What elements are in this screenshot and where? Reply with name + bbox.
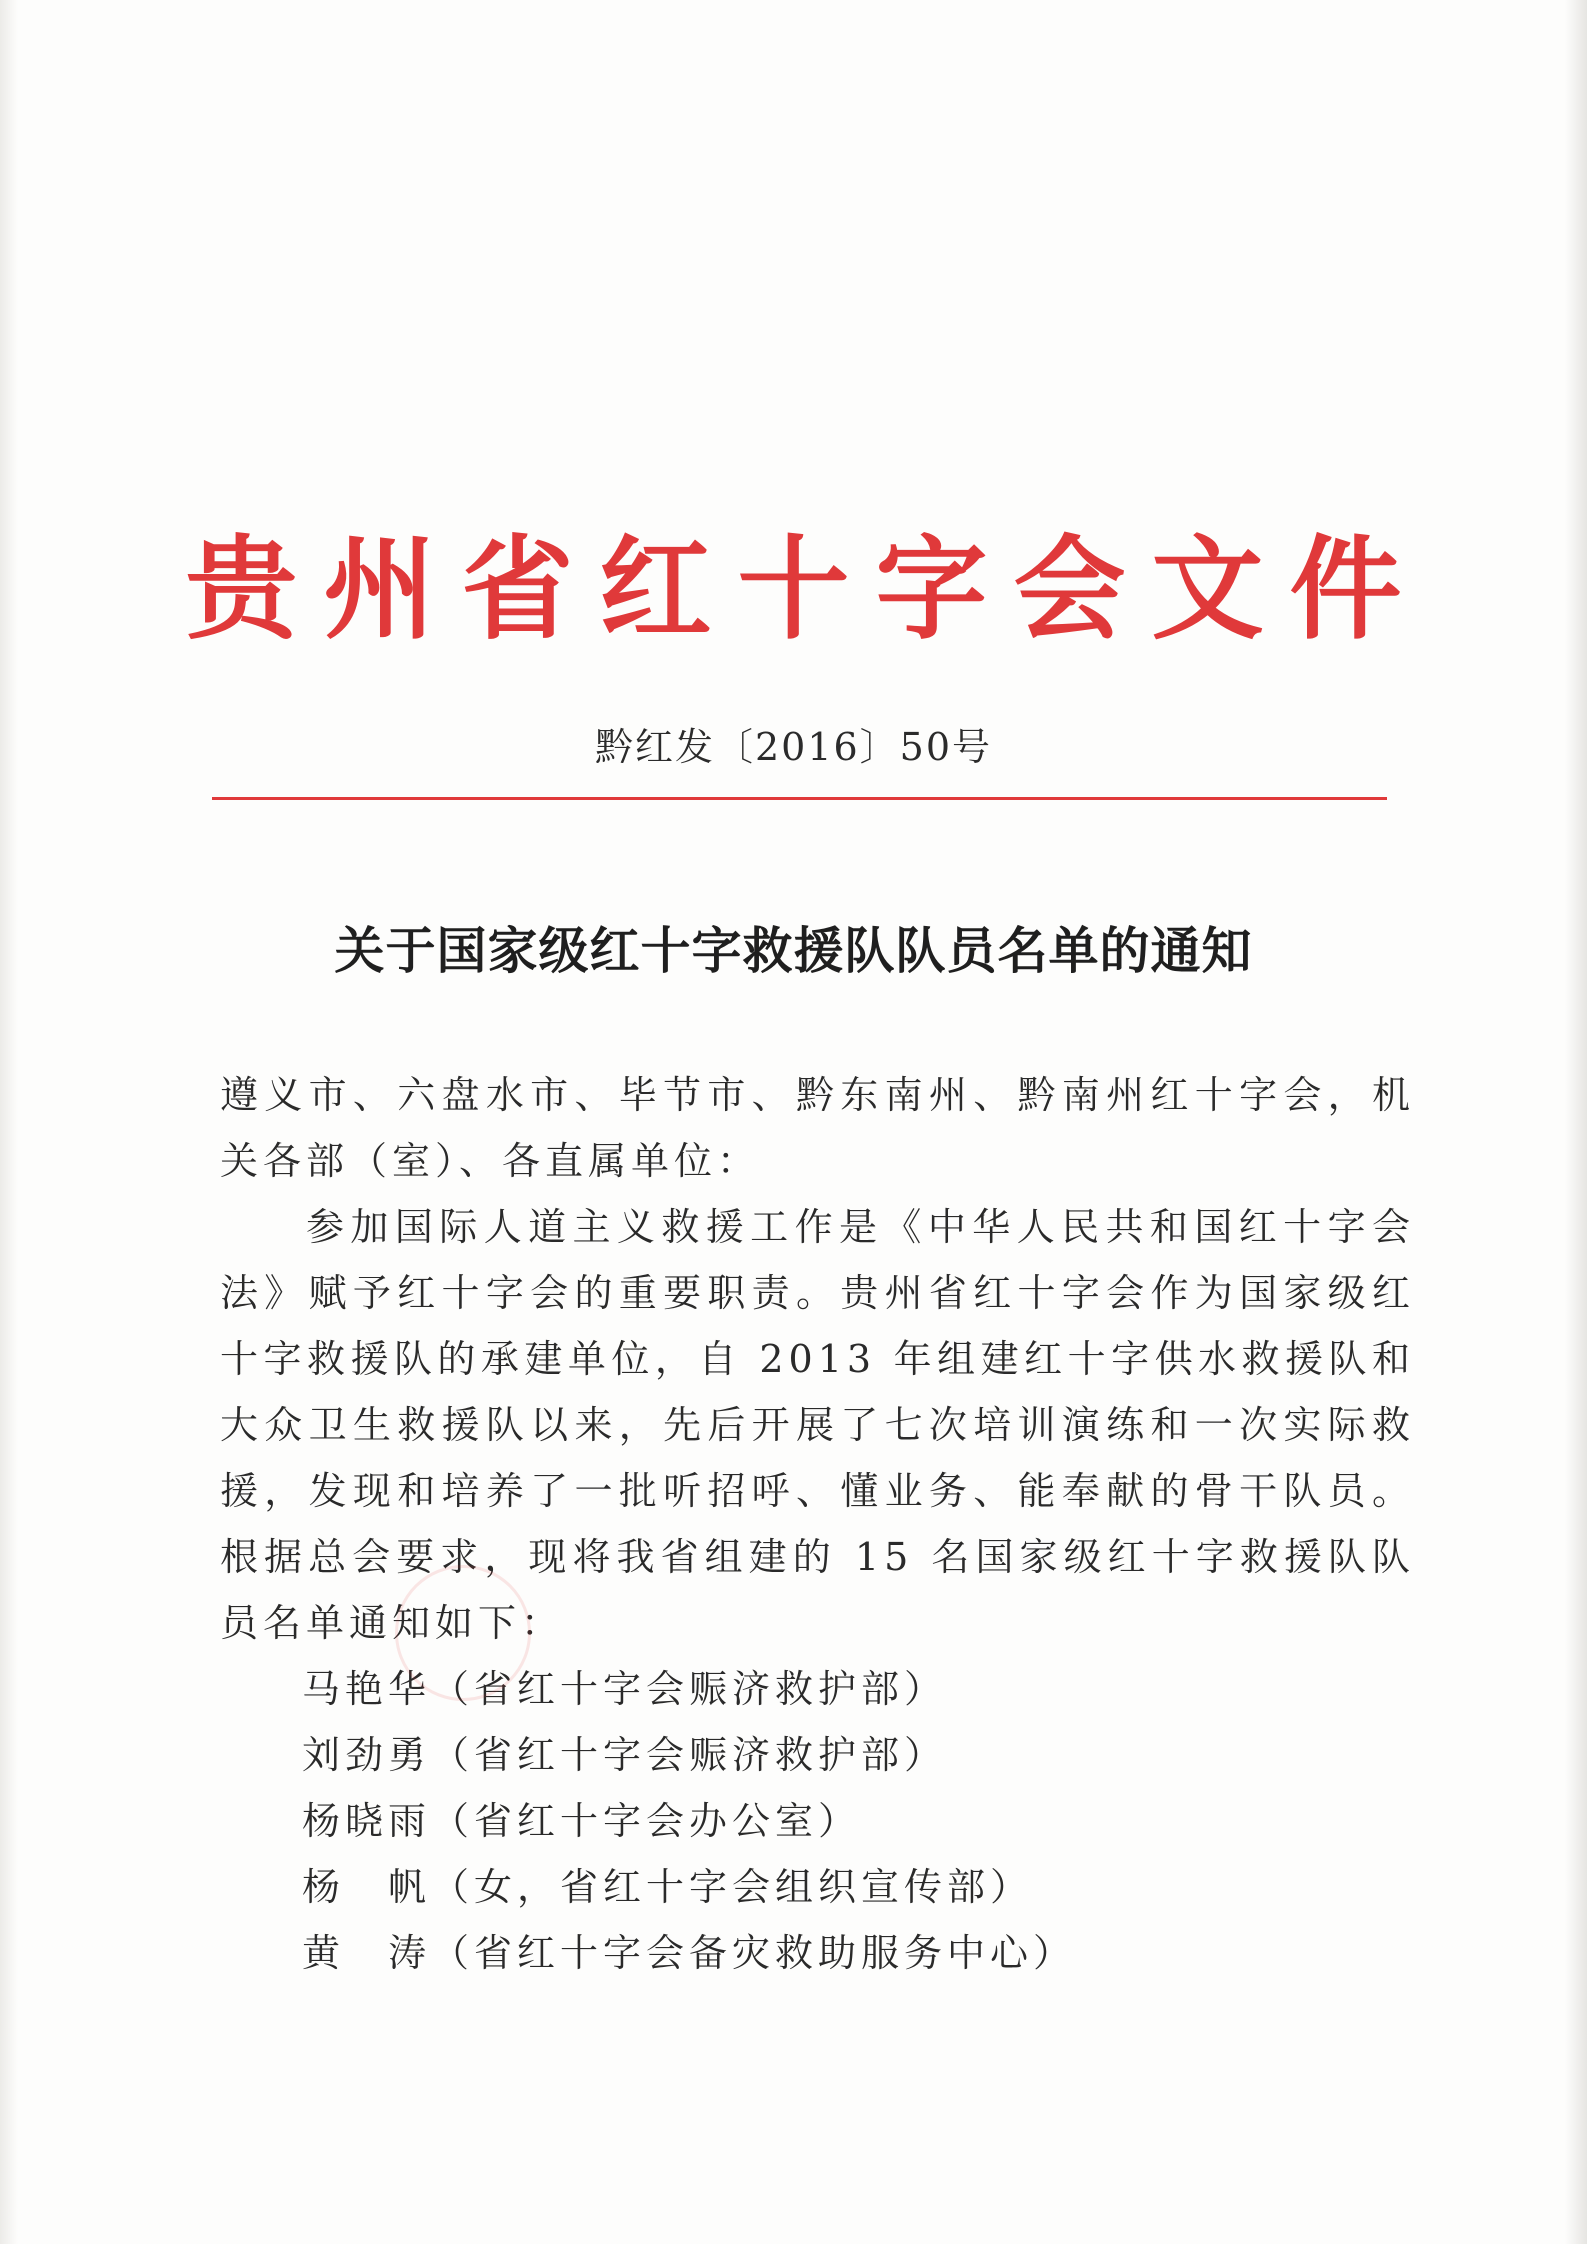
member-item: 黄 涛（省红十字会备灾救助服务中心）: [302, 1931, 1077, 1975]
notice-title: 关于国家级红十字救援队队员名单的通知: [334, 922, 1253, 980]
document-number: 黔红发〔2016〕50号: [594, 725, 993, 769]
seal-bleed-through: [395, 1565, 531, 1701]
member-item: 刘劲勇（省红十字会赈济救护部）: [302, 1733, 948, 1777]
recipients-line: 遵义市、六盘水市、毕节市、黔东南州、黔南州红十字会，机关各部（室）、各直属单位：: [220, 1073, 1415, 1183]
member-item: 马艳华（省红十字会赈济救护部）: [302, 1667, 948, 1711]
member-item: 杨晓雨（省红十字会办公室）: [302, 1799, 862, 1843]
member-item: 杨 帆（女，省红十字会组织宣传部）: [302, 1865, 1034, 1909]
scan-edge-left: [0, 0, 18, 2244]
masthead-title: 贵州省红十字会文件: [185, 525, 1428, 655]
member-list: [302, 1656, 1402, 1986]
red-divider-line: [212, 797, 1387, 800]
scan-edge-right: [1565, 0, 1587, 2244]
main-paragraph: 参加国际人道主义救援工作是《中华人民共和国红十字会法》赋予红十字会的重要职责。贵州省红十字会作为国家级红十字救援队的承建单位，自 2013 年组建红十字供水救援队和大众卫生救援队以来，先后开展了七次培训演练和一次实际救援，发现和培养了一批听招呼、懂业务、能奉献的骨干队员。根据总会要求，现将我省组建的 15 名国家级红十字救援队队员名单通知如下：: [220, 1205, 1415, 1645]
notice-body: [220, 1062, 1415, 1656]
